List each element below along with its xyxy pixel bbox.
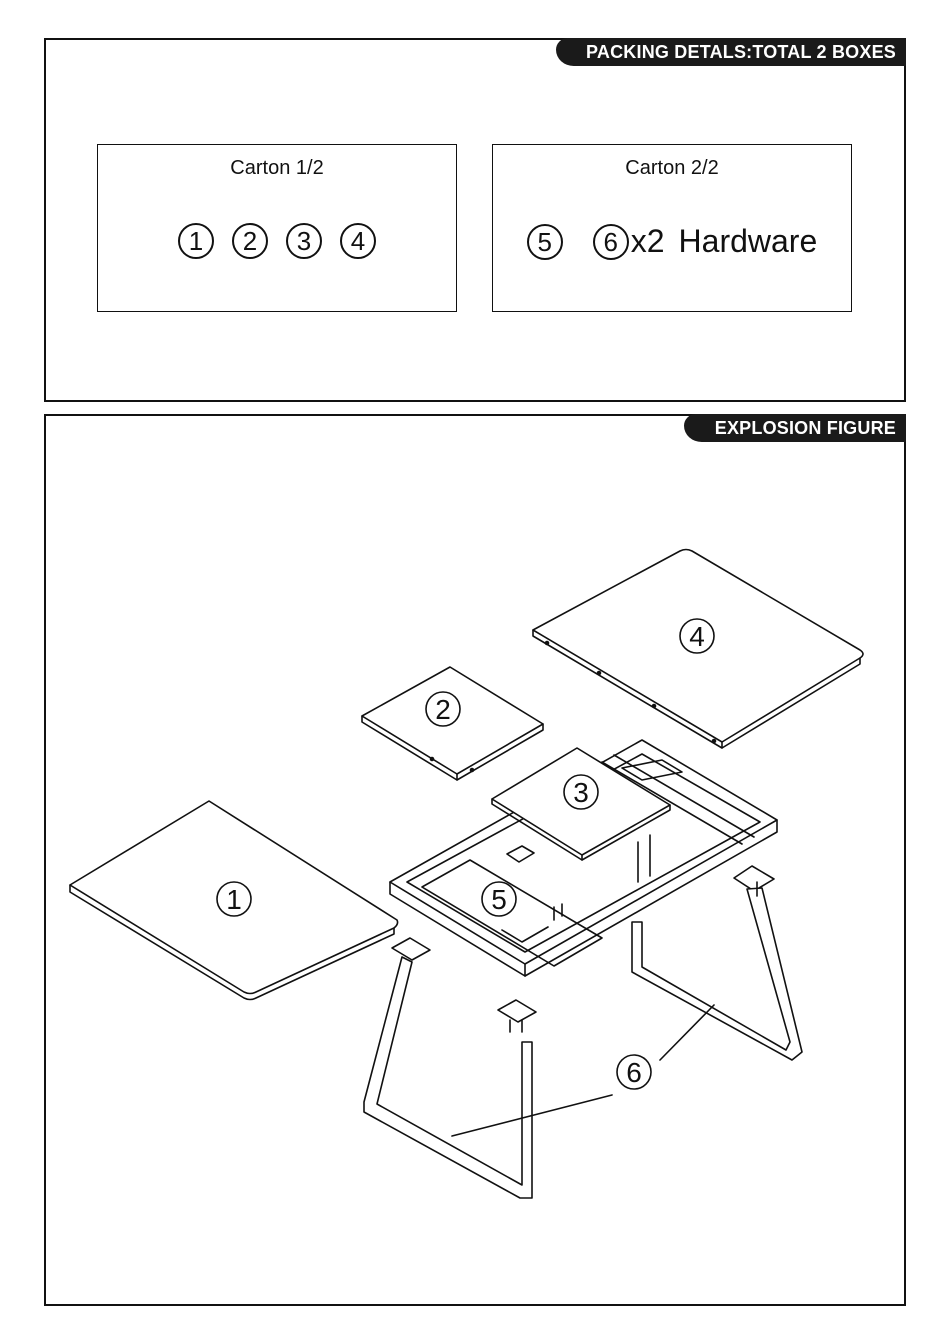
- part-6-leaders: [452, 1005, 714, 1136]
- part-5-badge: 5: [527, 224, 563, 260]
- callout-2-label: 2: [435, 694, 451, 725]
- part-3-badge: 3: [286, 223, 322, 259]
- callout-4-label: 4: [689, 621, 705, 652]
- packing-details-panel: [44, 38, 906, 402]
- callout-5-label: 5: [491, 884, 507, 915]
- carton-1-items: [98, 223, 456, 259]
- exploded-table-diagram: [46, 416, 904, 1304]
- part-6-leg-left: [364, 938, 536, 1198]
- part-6-leg-right: [632, 866, 802, 1060]
- packing-details-tab: [556, 38, 906, 66]
- callout-5: [482, 882, 516, 916]
- carton-1-title: Carton 1/2: [230, 157, 324, 179]
- part-4-badge: 4: [340, 223, 376, 259]
- carton-2-items: [493, 223, 851, 260]
- explosion-figure-panel: [44, 414, 906, 1306]
- callout-3-label: 3: [573, 777, 589, 808]
- carton-2-box: [492, 144, 852, 312]
- part-6-badge: 6: [593, 224, 629, 260]
- packing-details-title: PACKING DETALS:TOTAL 2 BOXES: [586, 41, 896, 62]
- carton-1-box: [97, 144, 457, 312]
- explosion-figure-title: EXPLOSION FIGURE: [714, 417, 896, 438]
- callout-4: [680, 619, 714, 653]
- hardware-label: Hardware: [678, 223, 818, 259]
- part-2-badge: 2: [232, 223, 268, 259]
- callout-3: [564, 775, 598, 809]
- part-1-badge: 1: [178, 223, 214, 259]
- callout-6-label: 6: [626, 1057, 642, 1088]
- part-6-multiplier: x2: [630, 223, 665, 259]
- callout-2: [426, 692, 460, 726]
- callout-1: [217, 882, 251, 916]
- callout-1-label: 1: [226, 884, 242, 915]
- carton-2-title: Carton 2/2: [625, 157, 719, 179]
- callout-6: [617, 1055, 651, 1089]
